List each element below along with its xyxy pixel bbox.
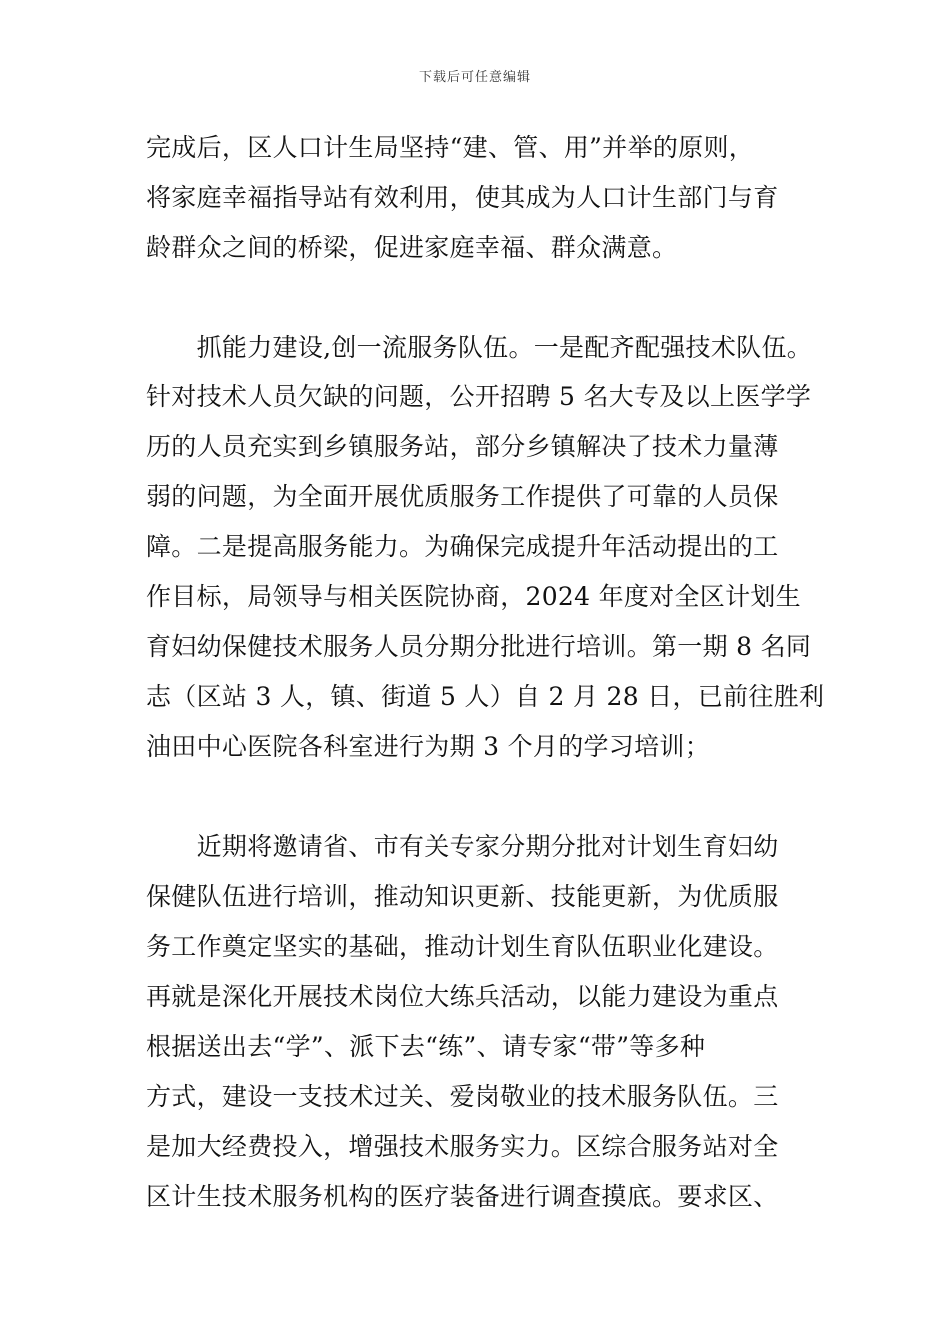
paragraph-2-line-4: 弱的问题，为全面开展优质服务工作提供了可靠的人员保 <box>146 482 779 511</box>
paragraph-2-line-6: 作目标，局领导与相关医院协商，2024 年度对全区计划生 <box>146 582 801 611</box>
paragraph-3-line-3: 务工作奠定坚实的基础，推动计划生育队伍职业化建设。 <box>146 932 779 961</box>
paragraph-2-line-5: 障。二是提高服务能力。为确保完成提升年活动提出的工 <box>146 532 779 561</box>
paragraph-3-line-6: 方式，建设一支技术过关、爱岗敬业的技术服务队伍。三 <box>146 1082 779 1111</box>
paragraph-2-line-8: 志（区站 3 人，镇、街道 5 人）自 2 月 28 日，已前往胜利 <box>146 682 825 711</box>
paragraph-1-line-2: 将家庭幸福指导站有效利用，使其成为人口计生部门与育 <box>146 183 779 212</box>
paragraph-2-line-7: 育妇幼保健技术服务人员分期分批进行培训。第一期 8 名同 <box>146 632 812 661</box>
paragraph-3-line-5: 根据送出去“学”、派下去“练”、请专家“带”等多种 <box>146 1032 706 1061</box>
paragraph-2-line-9: 油田中心医院各科室进行为期 3 个月的学习培训； <box>146 732 711 761</box>
paragraph-1-line-3: 龄群众之间的桥梁，促进家庭幸福、群众满意。 <box>146 233 678 262</box>
paragraph-3-line-4: 再就是深化开展技术岗位大练兵活动，以能力建设为重点 <box>146 982 779 1011</box>
paragraph-3-line-1: 近期将邀请省、市有关专家分期分批对计划生育妇幼 <box>146 832 779 861</box>
paragraph-2-line-1: 抓能力建设,创一流服务队伍。一是配齐配强技术队伍。 <box>146 333 813 362</box>
paragraph-1-line-1: 完成后，区人口计生局坚持“建、管、用”并举的原则， <box>146 133 755 162</box>
page-header: 下载后可任意编辑 <box>418 70 531 85</box>
paragraph-3-line-2: 保健队伍进行培训，推动知识更新、技能更新，为优质服 <box>146 882 779 911</box>
paragraph-3-line-7: 是加大经费投入，增强技术服务实力。区综合服务站对全 <box>146 1132 779 1161</box>
paragraph-3-line-8: 区计生技术服务机构的医疗装备进行调查摸底。要求区、 <box>146 1182 779 1211</box>
paragraph-2-line-3: 历的人员充实到乡镇服务站，部分乡镇解决了技术力量薄 <box>146 432 779 461</box>
paragraph-2-line-2: 针对技术人员欠缺的问题，公开招聘 5 名大专及以上医学学 <box>146 382 812 411</box>
